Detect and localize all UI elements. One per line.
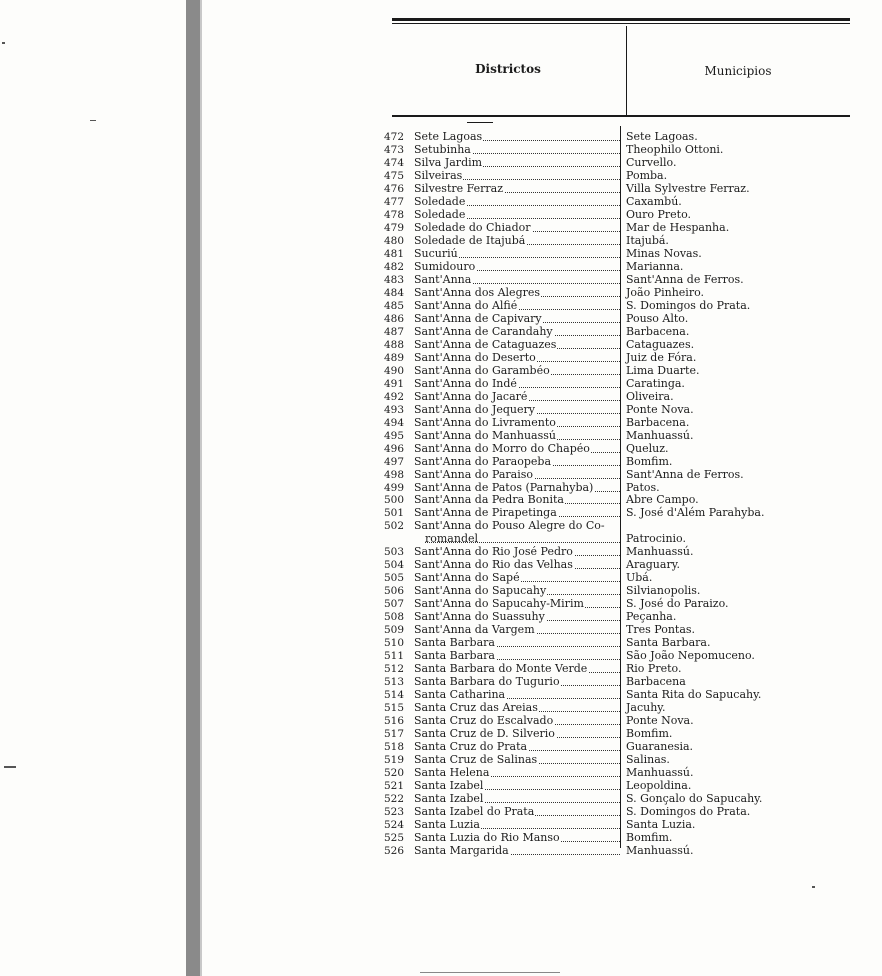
district-label: Santa Luzia do Rio Manso — [414, 831, 560, 844]
municipality-name: Lima Duarte. — [626, 363, 700, 377]
table-row — [0, 715, 882, 727]
district-label: Soledade do Chiador — [414, 221, 531, 234]
district-label: Setubinha — [414, 144, 471, 156]
district-name — [414, 417, 620, 429]
row-number: 475 — [383, 169, 404, 182]
district-label: Sant'Anna da Pedra Bonita — [414, 494, 564, 507]
table-row — [0, 274, 882, 286]
municipality-name: Mar de Hespanha. — [626, 220, 730, 234]
table-row — [0, 157, 882, 169]
district-name — [414, 443, 620, 455]
district-name — [414, 352, 620, 364]
district-name — [414, 183, 620, 195]
row-number: 519 — [383, 754, 404, 766]
table-row — [0, 793, 882, 805]
row-number: 499 — [383, 481, 404, 494]
municipality-name: Manhuassú. — [626, 428, 694, 442]
district-name — [414, 585, 620, 597]
row-number: 476 — [383, 182, 404, 195]
row-number: 509 — [383, 624, 404, 637]
municipality-name: Barbacena. — [626, 415, 690, 429]
municipality-name: Marianna. — [626, 259, 684, 273]
municipality-name: Santa Rita do Sapucahy. — [626, 688, 762, 702]
district-label: Santa Barbara do Tugurio — [414, 676, 560, 689]
table-row — [0, 261, 882, 273]
row-number: 482 — [383, 260, 404, 273]
district-label: Soledade de Itajubá — [414, 234, 526, 247]
municipalities-header: Municipios — [704, 64, 772, 78]
table-row — [0, 650, 882, 662]
table-row — [0, 287, 882, 299]
district-name — [414, 741, 620, 753]
district-label: Sumidouro — [414, 260, 476, 273]
table-row — [0, 326, 882, 338]
table-row — [0, 780, 882, 792]
district-name — [414, 222, 620, 234]
district-name — [414, 611, 620, 623]
municipality-name: Patos. — [626, 480, 660, 494]
row-number: 472 — [383, 131, 404, 143]
district-name — [414, 131, 620, 143]
district-name — [414, 300, 620, 312]
municipality-name: Juiz de Fóra. — [626, 350, 697, 364]
table-row — [0, 767, 882, 779]
municipality-name: Bomfim. — [626, 454, 673, 468]
row-number: 490 — [383, 364, 404, 377]
district-label: Sete Lagoas — [414, 131, 483, 143]
continuation-label: romandel — [425, 533, 479, 546]
district-name — [414, 754, 620, 766]
row-number: 515 — [383, 702, 404, 715]
table-row — [0, 520, 882, 546]
table-row — [0, 624, 882, 636]
table-row — [0, 183, 882, 195]
municipality-name: Manhuassú. — [626, 766, 694, 779]
district-name — [414, 404, 620, 416]
municipality-name: Salinas. — [626, 753, 670, 766]
table-row — [0, 313, 882, 325]
municipality-name: S. José d'Além Parahyba. — [626, 506, 765, 520]
municipality-name: Ponte Nova. — [626, 402, 694, 416]
district-label: Sant'Anna — [414, 273, 472, 286]
district-label: Sant'Anna do Sapucahy — [414, 585, 547, 598]
district-label: Soledade — [414, 195, 466, 208]
district-name — [414, 559, 620, 571]
row-number: 492 — [383, 390, 404, 403]
municipality-name: Silvianopolis. — [626, 584, 701, 598]
district-name — [414, 546, 620, 558]
district-name — [414, 507, 620, 519]
district-name — [414, 715, 620, 727]
table-row — [0, 222, 882, 234]
row-number: 507 — [383, 598, 404, 611]
table-row — [0, 676, 882, 688]
municipality-name: Barbacena. — [626, 324, 690, 338]
table-row — [0, 365, 882, 377]
district-name — [414, 663, 620, 675]
district-name — [414, 313, 620, 325]
district-name — [414, 832, 620, 844]
municipality-name: S. Gonçalo do Sapucahy. — [626, 792, 763, 805]
district-name — [414, 598, 620, 610]
table-row — [0, 572, 882, 584]
municipality-name: Abre Campo. — [626, 493, 699, 507]
district-name — [414, 793, 620, 805]
row-number: 474 — [383, 157, 404, 169]
municipality-name: Sant'Anna de Ferros. — [626, 467, 744, 481]
row-number: 514 — [383, 689, 404, 702]
row-number: 512 — [383, 663, 404, 676]
district-label: Sant'Anna dos Alegres — [414, 286, 541, 299]
municipality-name: Ouro Preto. — [626, 207, 691, 221]
district-label: Santa Izabel do Prata — [414, 806, 535, 818]
row-number: 521 — [383, 780, 404, 792]
table-row — [0, 404, 882, 416]
district-label: Sant'Anna do Rio das Velhas — [414, 559, 573, 572]
district-name — [414, 806, 620, 818]
table-row — [0, 417, 882, 429]
row-number: 491 — [383, 377, 404, 390]
table-row — [0, 637, 882, 649]
district-name — [414, 676, 620, 688]
row-number: 520 — [383, 767, 404, 779]
table-row — [0, 585, 882, 597]
district-name — [414, 767, 620, 779]
district-name — [414, 520, 620, 532]
row-number: 494 — [383, 416, 404, 429]
row-number: 477 — [383, 195, 404, 208]
table-row — [0, 741, 882, 753]
municipality-name: Peçanha. — [626, 610, 677, 624]
district-label: Silva Jardim — [414, 157, 483, 169]
table-row — [0, 430, 882, 442]
district-name — [414, 689, 620, 701]
row-number: 523 — [383, 806, 404, 818]
district-label: Sant'Anna do Sapé — [414, 572, 520, 585]
table-row — [0, 754, 882, 766]
row-number: 483 — [383, 273, 404, 286]
table-row — [0, 546, 882, 558]
district-label: Sant'Anna do Sapucahy-Mirim — [414, 598, 584, 611]
district-label: Santa Izabel — [414, 793, 484, 805]
table-row — [0, 209, 882, 221]
district-label: Santa Barbara do Monte Verde — [414, 663, 588, 676]
row-number: 481 — [383, 247, 404, 260]
municipality-name: Leopoldina. — [626, 779, 692, 792]
ornament-rule — [467, 122, 493, 123]
table-row — [0, 806, 882, 818]
district-name — [414, 196, 620, 208]
row-number: 518 — [383, 741, 404, 754]
table-row — [0, 378, 882, 390]
district-label: Sucuriú — [414, 247, 458, 260]
district-name — [414, 209, 620, 221]
municipality-name: João Pinheiro. — [626, 285, 705, 299]
row-number: 516 — [383, 715, 404, 728]
district-label: Silveiras — [414, 169, 463, 182]
district-continuation — [425, 533, 620, 545]
district-name — [414, 494, 620, 506]
scan-speck — [812, 886, 815, 888]
district-label: Sant'Anna do Paraiso — [414, 468, 534, 481]
municipality-name: S. José do Paraizo. — [626, 597, 729, 611]
district-name — [414, 274, 620, 286]
table-row — [0, 352, 882, 364]
district-label: Sant'Anna de Pirapetinga — [414, 507, 557, 520]
district-label: Santa Luzia — [414, 818, 480, 831]
district-label: Sant'Anna do Suassuhy — [414, 611, 545, 624]
district-name — [414, 572, 620, 584]
district-label: Sant'Anna do Jequery — [414, 403, 535, 416]
municipality-name: Theophilo Ottoni. — [626, 143, 724, 156]
municipality-name: Queluz. — [626, 441, 669, 455]
municipality-name: Guaranesia. — [626, 740, 694, 754]
district-label: Santa Cruz de D. Silverio — [414, 728, 555, 741]
row-number: 501 — [383, 507, 404, 520]
table-row — [0, 391, 882, 403]
municipality-name: Barbacena — [626, 675, 686, 689]
municipality-name: Bomfim. — [626, 727, 673, 741]
table-row — [0, 196, 882, 208]
district-label: Santa Helena — [414, 767, 490, 779]
district-name — [414, 430, 620, 442]
table-row — [0, 611, 882, 623]
district-label: Sant'Anna do Jacaré — [414, 390, 528, 403]
row-number: 487 — [383, 325, 404, 338]
table-row — [0, 663, 882, 675]
table-row — [0, 845, 882, 857]
table-row — [0, 456, 882, 468]
table-row — [0, 482, 882, 494]
municipality-name: Rio Preto. — [626, 662, 682, 676]
district-label: Sant'Anna de Cataguazes — [414, 338, 557, 351]
district-label: Santa Cruz do Prata — [414, 741, 528, 754]
municipality-name: Manhuassú. — [626, 545, 694, 559]
row-number: 488 — [383, 338, 404, 351]
header-bottom-rule — [392, 115, 850, 117]
table-row — [0, 832, 882, 844]
municipality-name: Itajubá. — [626, 233, 669, 247]
district-name — [414, 248, 620, 260]
districts-header: Districtos — [475, 62, 541, 76]
municipality-name: São João Nepomuceno. — [626, 649, 755, 663]
district-label: Santa Izabel — [414, 780, 484, 792]
municipality-name: Tres Pontas. — [626, 623, 696, 637]
district-name — [414, 144, 620, 156]
district-name — [414, 378, 620, 390]
top-rule-thin — [392, 23, 850, 24]
row-number: 493 — [383, 403, 404, 416]
header-divider — [626, 26, 627, 116]
municipality-name: S. Domingos do Prata. — [626, 298, 751, 312]
municipality-name: Pouso Alto. — [626, 311, 689, 325]
district-name — [414, 170, 620, 182]
district-label: Sant'Anna do Deserto — [414, 351, 536, 364]
district-name — [414, 469, 620, 481]
row-number: 526 — [383, 844, 404, 857]
table-row — [0, 702, 882, 714]
scan-speck — [90, 120, 96, 121]
district-label: Sant'Anna do Rio José Pedro — [414, 546, 573, 559]
district-label: Santa Cruz das Areias — [414, 702, 538, 715]
municipality-name: Caratinga. — [626, 376, 685, 390]
district-label: Soledade — [414, 208, 466, 221]
district-name — [414, 157, 620, 169]
municipality-name: Pomba. — [626, 168, 668, 182]
row-number: 479 — [383, 221, 404, 234]
row-number: 489 — [383, 351, 404, 364]
row-number: 517 — [383, 728, 404, 741]
district-label: Santa Barbara — [414, 637, 495, 650]
district-name — [414, 780, 620, 792]
municipality-name: Santa Luzia. — [626, 817, 696, 831]
district-label: Sant'Anna de Patos (Parnahyba) — [414, 481, 594, 494]
district-label: Sant'Anna de Carandahy — [414, 325, 553, 338]
municipality-name: Manhuassú. — [626, 843, 694, 857]
district-name — [414, 637, 620, 649]
row-number: 502 — [383, 520, 404, 533]
municipality-name: Bomfim. — [626, 830, 673, 844]
district-label: Silvestre Ferraz — [414, 182, 504, 195]
district-label: Santa Catharina — [414, 689, 506, 702]
district-name — [414, 287, 620, 299]
row-number: 510 — [383, 637, 404, 650]
top-rule — [392, 18, 850, 21]
municipality-name: Sant'Anna de Ferros. — [626, 272, 744, 286]
district-name — [414, 650, 620, 662]
row-number: 513 — [383, 676, 404, 689]
row-number: 497 — [383, 455, 404, 468]
row-number: 498 — [383, 468, 404, 481]
district-label: Sant'Anna do Morro do Chapéo — [414, 442, 590, 455]
district-label: Sant'Anna do Livramento — [414, 416, 556, 429]
district-name — [414, 339, 620, 351]
district-label: Sant'Anna do Indé — [414, 377, 517, 390]
district-name — [414, 482, 620, 494]
row-number: 480 — [383, 234, 404, 247]
district-label: Sant'Anna do Garambéo — [414, 364, 550, 377]
district-label: Sant'Anna do Pouso Alegre do Co- — [414, 520, 605, 533]
municipality-name: Curvello. — [626, 156, 677, 169]
municipality-name: Villa Sylvestre Ferraz. — [626, 181, 750, 195]
district-label: Santa Cruz do Escalvado — [414, 715, 554, 728]
row-number: 484 — [383, 286, 404, 299]
district-name — [414, 261, 620, 273]
row-number: 486 — [383, 312, 404, 325]
municipality-name: Jacuhy. — [626, 701, 666, 715]
row-number: 505 — [383, 572, 404, 585]
row-number: 525 — [383, 831, 404, 844]
row-number: 508 — [383, 611, 404, 624]
table-row — [0, 689, 882, 701]
municipality-name: Sete Lagoas. — [626, 130, 698, 143]
table-row — [0, 144, 882, 156]
table-row — [0, 339, 882, 351]
municipality-name: Ponte Nova. — [626, 714, 694, 728]
table-row — [0, 235, 882, 247]
district-label: Sant'Anna do Paraopeba — [414, 455, 552, 468]
table-row — [0, 131, 882, 143]
district-name — [414, 391, 620, 403]
district-label: Sant'Anna de Capivary — [414, 312, 542, 325]
district-label: Sant'Anna do Alfié — [414, 299, 518, 312]
table-row — [0, 170, 882, 182]
district-label: Sant'Anna da Vargem — [414, 624, 535, 637]
row-number: 503 — [383, 546, 404, 559]
municipality-name: Patrocinio. — [626, 532, 686, 546]
scan-speck — [2, 42, 5, 44]
district-name — [414, 728, 620, 740]
row-number: 522 — [383, 793, 404, 805]
row-number: 500 — [383, 494, 404, 507]
municipality-name: Santa Barbara. — [626, 636, 711, 650]
district-name — [414, 819, 620, 831]
municipality-name: S. Domingos do Prata. — [626, 805, 751, 818]
table-row — [0, 507, 882, 519]
municipality-name: Cataguazes. — [626, 337, 695, 351]
district-name — [414, 845, 620, 857]
municipality-name: Caxambú. — [626, 194, 682, 208]
table-row — [0, 819, 882, 831]
district-name — [414, 702, 620, 714]
row-number: 511 — [383, 650, 404, 663]
municipality-name: Oliveira. — [626, 389, 674, 403]
district-label: Sant'Anna do Manhuassú — [414, 429, 556, 442]
row-number: 524 — [383, 818, 404, 831]
table-row — [0, 728, 882, 740]
table-row — [0, 443, 882, 455]
district-label: Santa Barbara — [414, 650, 495, 663]
row-number: 473 — [383, 144, 404, 156]
table-row — [0, 469, 882, 481]
table-row — [0, 248, 882, 260]
row-number: 485 — [383, 299, 404, 312]
district-name — [414, 235, 620, 247]
district-name — [414, 365, 620, 377]
row-number: 504 — [383, 559, 404, 572]
municipality-name: Araguary. — [626, 558, 680, 572]
district-name — [414, 624, 620, 636]
bottom-edge — [420, 972, 560, 973]
table-row — [0, 300, 882, 312]
row-number: 506 — [383, 585, 404, 598]
district-label: Santa Margarida — [414, 844, 509, 857]
municipality-name: Minas Novas. — [626, 246, 702, 260]
row-number: 478 — [383, 208, 404, 221]
table-row — [0, 559, 882, 571]
table-row — [0, 598, 882, 610]
district-name — [414, 456, 620, 468]
row-number: 495 — [383, 429, 404, 442]
district-label: Santa Cruz de Salinas — [414, 754, 538, 766]
table-row — [0, 494, 882, 506]
municipality-name: Ubá. — [626, 571, 653, 585]
district-name — [414, 326, 620, 338]
row-number: 496 — [383, 442, 404, 455]
